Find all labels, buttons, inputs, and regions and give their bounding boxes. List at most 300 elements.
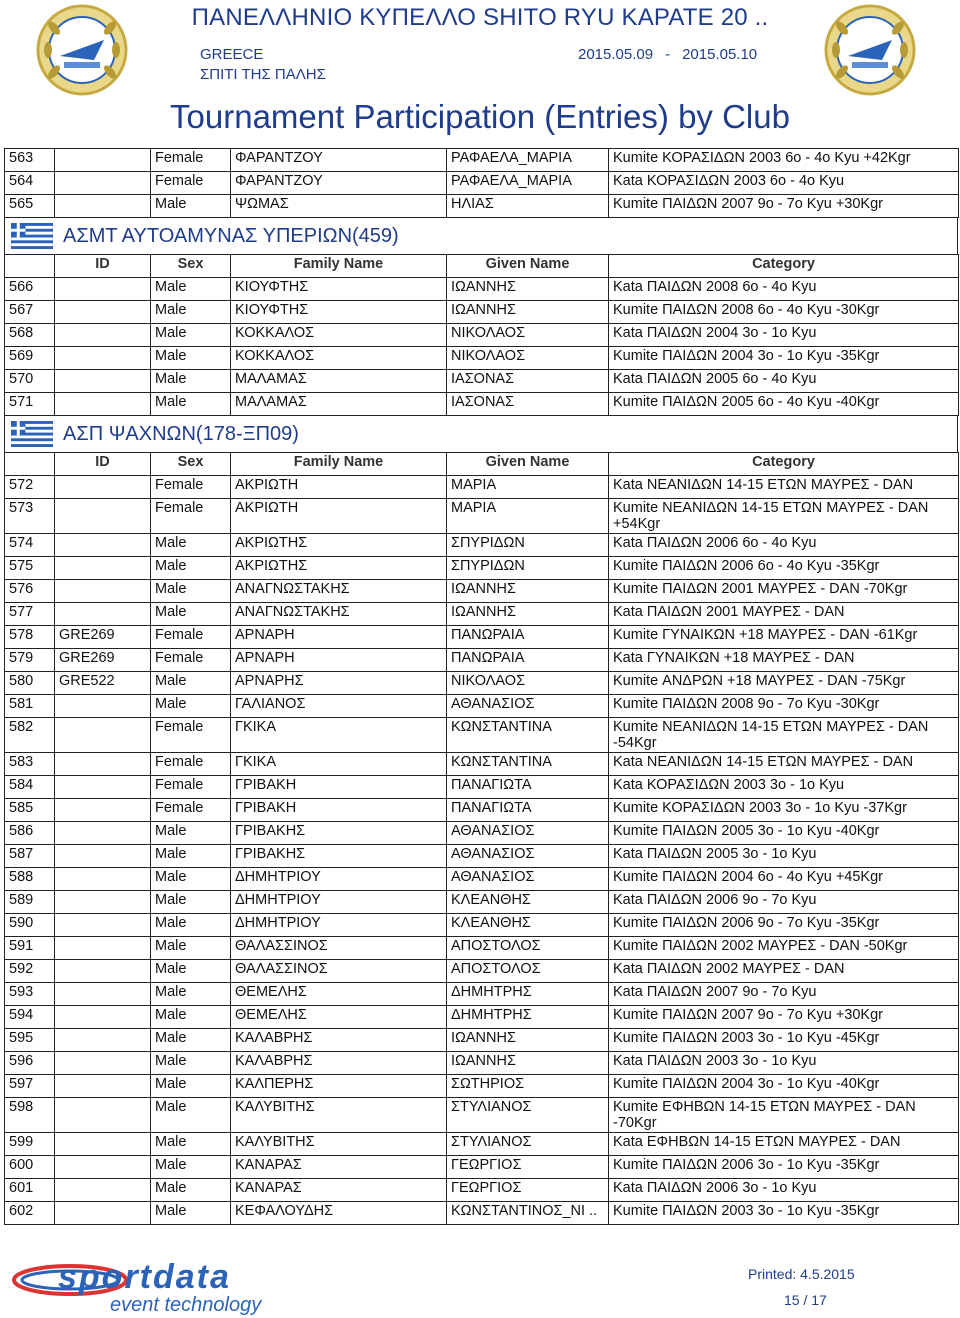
category: Kata ΝΕΑΝΙΔΩΝ 14-15 ΕΤΩΝ ΜΑΥΡΕΣ - DAN [609,476,959,499]
table-row [5,1179,959,1202]
athlete-sex: Male [151,695,231,718]
given-name: ΙΑΣΟΝΑΣ [447,370,609,393]
family-name: ΚΟΚΚΑΛΟΣ [231,324,447,347]
table-row [5,983,959,1006]
athlete-id [55,799,151,822]
family-name: ΘΕΜΕΛΗΣ [231,1006,447,1029]
row-number: 571 [5,393,55,416]
athlete-sex: Male [151,557,231,580]
given-name: ΝΙΚΟΛΑΟΣ [447,672,609,695]
athlete-id [55,324,151,347]
athlete-sex: Male [151,891,231,914]
row-number: 577 [5,603,55,626]
family-name: ΓΡΙΒΑΚΗΣ [231,845,447,868]
athlete-id [55,278,151,301]
tournament-title: ΠΑΝΕΛΛΗΝΙΟ ΚΥΠΕΛΛΟ SHITO RYU ΚΑΡΑΤΕ 20 .. [191,4,769,31]
given-name: ΜΑΡΙΑ [447,499,609,534]
row-number: 587 [5,845,55,868]
athlete-id [55,195,151,218]
row-number: 590 [5,914,55,937]
athlete-sex: Male [151,1133,231,1156]
athlete-id: GRE522 [55,672,151,695]
athlete-id [55,603,151,626]
category: Kata ΠΑΙΔΩΝ 2006 3o - 1o Kyu [609,1179,959,1202]
entries-top-table [4,148,959,218]
athlete-sex: Female [151,476,231,499]
family-name: ΜΑΛΑΜΑΣ [231,393,447,416]
athlete-sex: Male [151,983,231,1006]
given-name: ΣΠΥΡΙΔΩΝ [447,534,609,557]
row-number: 600 [5,1156,55,1179]
table-row [5,672,959,695]
category: Kumite ΠΑΙΔΩΝ 2004 3o - 1o Kyu -40Kgr [609,1075,959,1098]
athlete-id [55,499,151,534]
given-name: ΣΩΤΗΡΙΟΣ [447,1075,609,1098]
given-name: ΙΩΑΝΝΗΣ [447,301,609,324]
table-row [5,557,959,580]
table-row [5,960,959,983]
table-row [5,370,959,393]
family-name: ΚΑΝΑΡΑΣ [231,1156,447,1179]
row-number: 583 [5,753,55,776]
given-name: ΔΗΜΗΤΡΗΣ [447,1006,609,1029]
row-number: 595 [5,1029,55,1052]
family-name: ΚΑΛΑΒΡΗΣ [231,1052,447,1075]
row-number: 591 [5,937,55,960]
athlete-sex: Female [151,799,231,822]
header-sex: Sex [151,453,231,476]
logo-text-top: sportdata [58,1258,231,1296]
athlete-id [55,1029,151,1052]
header-id: ID [55,453,151,476]
family-name: ΚΑΛΥΒΙΤΗΣ [231,1133,447,1156]
athlete-id [55,1006,151,1029]
row-number: 564 [5,172,55,195]
given-name: ΚΛΕΑΝΘΗΣ [447,914,609,937]
athlete-sex: Male [151,580,231,603]
athlete-sex: Male [151,370,231,393]
date-end: 2015.05.10 [682,46,758,63]
athlete-sex: Male [151,914,231,937]
row-number: 572 [5,476,55,499]
table-row [5,499,959,534]
athlete-id [55,1133,151,1156]
athlete-sex: Male [151,324,231,347]
category: Kata ΠΑΙΔΩΝ 2001 ΜΑΥΡΕΣ - DAN [609,603,959,626]
category: Kumite ΠΑΙΔΩΝ 2006 6o - 4o Kyu -35Kgr [609,557,959,580]
given-name: ΚΩΝΣΤΑΝΤΙΝΑ [447,718,609,753]
family-name: ΦΑΡΑΝΤΖΟΥ [231,172,447,195]
country-label: GREECE [200,46,264,63]
sportdata-logo [10,1258,340,1316]
row-number: 567 [5,301,55,324]
row-number: 581 [5,695,55,718]
athlete-id [55,983,151,1006]
given-name: ΑΘΑΝΑΣΙΟΣ [447,845,609,868]
athlete-id [55,891,151,914]
header-category: Category [609,255,959,278]
category: Kumite ΠΑΙΔΩΝ 2006 3o - 1o Kyu -35Kgr [609,1156,959,1179]
athlete-id [55,914,151,937]
athlete-sex: Female [151,626,231,649]
club-header-1 [4,218,958,254]
category: Kumite ΚΟΡΑΣΙΔΩΝ 2003 3o - 1o Kyu -37Kgr [609,799,959,822]
row-number: 586 [5,822,55,845]
athlete-sex: Male [151,278,231,301]
given-name: ΡΑΦΑΕΛΑ_ΜΑΡΙΑ [447,149,609,172]
table-row [5,1006,959,1029]
category: Kata ΠΑΙΔΩΝ 2008 6o - 4o Kyu [609,278,959,301]
row-number: 588 [5,868,55,891]
category: Kata ΝΕΑΝΙΔΩΝ 14-15 ΕΤΩΝ ΜΑΥΡΕΣ - DAN [609,753,959,776]
given-name: ΑΘΑΝΑΣΙΟΣ [447,695,609,718]
family-name: ΑΡΝΑΡΗ [231,649,447,672]
athlete-sex: Female [151,776,231,799]
athlete-sex: Male [151,822,231,845]
header-category: Category [609,453,959,476]
header-index-cell [5,453,55,476]
given-name: ΝΙΚΟΛΑΟΣ [447,324,609,347]
family-name: ΚΙΟΥΦΤΗΣ [231,278,447,301]
category: Kata ΠΑΙΔΩΝ 2002 ΜΑΥΡΕΣ - DAN [609,960,959,983]
table-row [5,278,959,301]
family-name: ΓΚΙΚΑ [231,718,447,753]
athlete-id [55,960,151,983]
family-name: ΦΑΡΑΝΤΖΟΥ [231,149,447,172]
family-name: ΑΡΝΑΡΗ [231,626,447,649]
table-row [5,626,959,649]
given-name: ΚΩΝΣΤΑΝΤΙΝΑ [447,753,609,776]
row-number: 573 [5,499,55,534]
athlete-id [55,753,151,776]
greek-flag-icon [11,223,53,249]
athlete-sex: Male [151,1098,231,1133]
given-name: ΠΑΝΑΓΙΩΤΑ [447,776,609,799]
athlete-sex: Female [151,649,231,672]
row-number: 566 [5,278,55,301]
category: Kata ΠΑΙΔΩΝ 2007 9o - 7o Kyu [609,983,959,1006]
table-row [5,347,959,370]
family-name: ΑΝΑΓΝΩΣΤΑΚΗΣ [231,603,447,626]
column-header-row [5,453,959,476]
given-name: ΠΑΝΩΡΑΙΑ [447,626,609,649]
athlete-id [55,301,151,324]
given-name: ΠΑΝΩΡΑΙΑ [447,649,609,672]
athlete-sex: Male [151,960,231,983]
athlete-sex: Male [151,534,231,557]
category: Kata ΠΑΙΔΩΝ 2006 6o - 4o Kyu [609,534,959,557]
given-name: ΚΩΝΣΤΑΝΤΙΝΟΣ_ΝΙ .. [447,1202,609,1225]
row-number: 585 [5,799,55,822]
page-title: Tournament Participation (Entries) by Club [170,98,790,135]
row-number: 594 [5,1006,55,1029]
row-number: 597 [5,1075,55,1098]
given-name: ΡΑΦΑΕΛΑ_ΜΑΡΙΑ [447,172,609,195]
athlete-sex: Female [151,172,231,195]
date-range [578,46,757,63]
given-name: ΙΩΑΝΝΗΣ [447,603,609,626]
given-name: ΑΘΑΝΑΣΙΟΣ [447,822,609,845]
family-name: ΚΑΛΥΒΙΤΗΣ [231,1098,447,1133]
category: Kata ΓΥΝΑΙΚΩΝ +18 ΜΑΥΡΕΣ - DAN [609,649,959,672]
category: Kumite ΠΑΙΔΩΝ 2008 9o - 7o Kyu -30Kgr [609,695,959,718]
athlete-id [55,347,151,370]
row-number: 569 [5,347,55,370]
given-name: ΑΠΟΣΤΟΛΟΣ [447,937,609,960]
family-name: ΔΗΜΗΤΡΙΟΥ [231,914,447,937]
row-number: 570 [5,370,55,393]
category: Kumite ΠΑΙΔΩΝ 2007 9o - 7o Kyu +30Kgr [609,195,959,218]
category: Kumite ΝΕΑΝΙΔΩΝ 14-15 ΕΤΩΝ ΜΑΥΡΕΣ - DAN +54Kgr [609,499,959,534]
row-number: 580 [5,672,55,695]
athlete-sex: Male [151,1075,231,1098]
club-name: ΑΣΠ ΨΑΧΝΩΝ(178-ΞΠ09) [63,422,299,445]
greek-flag-icon [11,421,53,447]
row-number: 575 [5,557,55,580]
athlete-id [55,822,151,845]
row-number: 602 [5,1202,55,1225]
athlete-id [55,1202,151,1225]
family-name: ΑΚΡΙΩΤΗ [231,476,447,499]
athlete-id [55,1098,151,1133]
given-name: ΣΠΥΡΙΔΩΝ [447,557,609,580]
venue-label: ΣΠΙΤΙ ΤΗΣ ΠΑΛΗΣ [200,66,326,83]
athlete-id [55,695,151,718]
table-row [5,1202,959,1225]
athlete-sex: Male [151,195,231,218]
given-name: ΔΗΜΗΤΡΗΣ [447,983,609,1006]
family-name: ΚΑΝΑΡΑΣ [231,1179,447,1202]
entries-club2-table [4,452,959,1225]
row-number: 601 [5,1179,55,1202]
athlete-id [55,845,151,868]
row-number: 589 [5,891,55,914]
table-row [5,1098,959,1133]
table-row [5,580,959,603]
given-name: ΓΕΩΡΓΙΟΣ [447,1179,609,1202]
row-number: 584 [5,776,55,799]
category: Kata ΠΑΙΔΩΝ 2005 6o - 4o Kyu [609,370,959,393]
table-row [5,695,959,718]
row-number: 565 [5,195,55,218]
athlete-id [55,580,151,603]
table-row [5,534,959,557]
family-name: ΚΕΦΑΛΟΥΔΗΣ [231,1202,447,1225]
category: Kumite ΚΟΡΑΣΙΔΩΝ 2003 6o - 4o Kyu +42Kgr [609,149,959,172]
category: Kumite ΠΑΙΔΩΝ 2005 6o - 4o Kyu -40Kgr [609,393,959,416]
header-family-name: Family Name [231,453,447,476]
table-row [5,1029,959,1052]
table-row [5,1075,959,1098]
category: Kumite ΑΝΔΡΩΝ +18 ΜΑΥΡΕΣ - DAN -75Kgr [609,672,959,695]
header-id: ID [55,255,151,278]
club-header-2 [4,416,958,452]
category: Kata ΠΑΙΔΩΝ 2003 3o - 1o Kyu [609,1052,959,1075]
given-name: ΙΩΑΝΝΗΣ [447,278,609,301]
row-number: 592 [5,960,55,983]
column-header-row [5,255,959,278]
athlete-id: GRE269 [55,649,151,672]
family-name: ΓΑΛΙΑΝΟΣ [231,695,447,718]
athlete-id [55,718,151,753]
family-name: ΑΝΑΓΝΩΣΤΑΚΗΣ [231,580,447,603]
category: Kumite ΠΑΙΔΩΝ 2001 ΜΑΥΡΕΣ - DAN -70Kgr [609,580,959,603]
athlete-id [55,393,151,416]
table-row [5,172,959,195]
given-name: ΗΛΙΑΣ [447,195,609,218]
table-row [5,1052,959,1075]
athlete-sex: Male [151,1179,231,1202]
athlete-id [55,868,151,891]
family-name: ΚΟΚΚΑΛΟΣ [231,347,447,370]
header-given-name: Given Name [447,453,609,476]
given-name: ΝΙΚΟΛΑΟΣ [447,347,609,370]
athlete-id [55,534,151,557]
given-name: ΣΤΥΛΙΑΝΟΣ [447,1133,609,1156]
row-number: 598 [5,1098,55,1133]
table-row [5,301,959,324]
table-row [5,393,959,416]
athlete-sex: Male [151,1006,231,1029]
page-number: 15 / 17 [784,1292,827,1308]
table-row [5,776,959,799]
category: Kumite ΠΑΙΔΩΝ 2003 3o - 1o Kyu -35Kgr [609,1202,959,1225]
table-row [5,195,959,218]
category: Kumite ΓΥΝΑΙΚΩΝ +18 ΜΑΥΡΕΣ - DAN -61Kgr [609,626,959,649]
athlete-sex: Female [151,149,231,172]
table-row [5,149,959,172]
table-row [5,1133,959,1156]
printed-date: Printed: 4.5.2015 [748,1266,855,1282]
table-row [5,845,959,868]
row-number: 593 [5,983,55,1006]
row-number: 599 [5,1133,55,1156]
family-name: ΓΚΙΚΑ [231,753,447,776]
table-row [5,1156,959,1179]
header-sex: Sex [151,255,231,278]
athlete-id: GRE269 [55,626,151,649]
entries-club1-table [4,254,959,416]
family-name: ΜΑΛΑΜΑΣ [231,370,447,393]
category: Kata ΕΦΗΒΩΝ 14-15 ΕΤΩΝ ΜΑΥΡΕΣ - DAN [609,1133,959,1156]
athlete-sex: Male [151,603,231,626]
category: Kumite ΠΑΙΔΩΝ 2005 3o - 1o Kyu -40Kgr [609,822,959,845]
given-name: ΚΛΕΑΝΘΗΣ [447,891,609,914]
family-name: ΚΙΟΥΦΤΗΣ [231,301,447,324]
row-number: 578 [5,626,55,649]
date-start: 2015.05.09 [578,46,654,63]
category: Kumite ΠΑΙΔΩΝ 2002 ΜΑΥΡΕΣ - DAN -50Kgr [609,937,959,960]
athlete-id [55,937,151,960]
category: Kumite ΠΑΙΔΩΝ 2007 9o - 7o Kyu +30Kgr [609,1006,959,1029]
table-row [5,799,959,822]
family-name: ΘΑΛΑΣΣΙΝΟΣ [231,937,447,960]
family-name: ΓΡΙΒΑΚΗ [231,799,447,822]
athlete-sex: Male [151,868,231,891]
given-name: ΑΘΑΝΑΣΙΟΣ [447,868,609,891]
athlete-sex: Male [151,1156,231,1179]
athlete-id [55,557,151,580]
header-index-cell [5,255,55,278]
table-row [5,649,959,672]
athlete-id [55,1156,151,1179]
row-number: 568 [5,324,55,347]
family-name: ΔΗΜΗΤΡΙΟΥ [231,891,447,914]
given-name: ΣΤΥΛΙΑΝΟΣ [447,1098,609,1133]
table-row [5,476,959,499]
row-number: 576 [5,580,55,603]
category: Kumite ΝΕΑΝΙΔΩΝ 14-15 ΕΤΩΝ ΜΑΥΡΕΣ - DAN -54Kgr [609,718,959,753]
category: Kumite ΠΑΙΔΩΝ 2004 6o - 4o Kyu +45Kgr [609,868,959,891]
given-name: ΓΕΩΡΓΙΟΣ [447,1156,609,1179]
family-name: ΑΚΡΙΩΤΗ [231,499,447,534]
category: Kata ΠΑΙΔΩΝ 2005 3o - 1o Kyu [609,845,959,868]
athlete-sex: Male [151,1052,231,1075]
athlete-sex: Male [151,301,231,324]
athlete-sex: Male [151,937,231,960]
athlete-id [55,1075,151,1098]
table-row [5,324,959,347]
category: Kumite ΕΦΗΒΩΝ 14-15 ΕΤΩΝ ΜΑΥΡΕΣ - DAN -70Kgr [609,1098,959,1133]
athlete-id [55,1179,151,1202]
family-name: ΑΡΝΑΡΗΣ [231,672,447,695]
given-name: ΑΠΟΣΤΟΛΟΣ [447,960,609,983]
given-name: ΙΩΑΝΝΗΣ [447,1052,609,1075]
date-separator: - [665,46,671,63]
family-name: ΚΑΛΑΒΡΗΣ [231,1029,447,1052]
athlete-id [55,1052,151,1075]
table-row [5,868,959,891]
category: Kumite ΠΑΙΔΩΝ 2006 9o - 7o Kyu -35Kgr [609,914,959,937]
category: Kata ΚΟΡΑΣΙΔΩΝ 2003 3o - 1o Kyu [609,776,959,799]
row-number: 582 [5,718,55,753]
given-name: ΙΩΑΝΝΗΣ [447,580,609,603]
category: Kata ΚΟΡΑΣΙΔΩΝ 2003 6o - 4o Kyu [609,172,959,195]
family-name: ΑΚΡΙΩΤΗΣ [231,534,447,557]
category: Kumite ΠΑΙΔΩΝ 2003 3o - 1o Kyu -45Kgr [609,1029,959,1052]
row-number: 596 [5,1052,55,1075]
family-name: ΑΚΡΙΩΤΗΣ [231,557,447,580]
header-family-name: Family Name [231,255,447,278]
table-row [5,914,959,937]
table-row [5,603,959,626]
athlete-sex: Male [151,393,231,416]
athlete-id [55,172,151,195]
row-number: 574 [5,534,55,557]
row-number: 563 [5,149,55,172]
table-row [5,822,959,845]
athlete-sex: Female [151,499,231,534]
family-name: ΔΗΜΗΤΡΙΟΥ [231,868,447,891]
row-number: 579 [5,649,55,672]
given-name: ΜΑΡΙΑ [447,476,609,499]
family-name: ΓΡΙΒΑΚΗΣ [231,822,447,845]
athlete-id [55,149,151,172]
given-name: ΠΑΝΑΓΙΩΤΑ [447,799,609,822]
club-name: ΑΣΜΤ ΑΥΤΟΑΜΥΝΑΣ ΥΠΕΡΙΩΝ(459) [63,224,399,247]
table-row [5,891,959,914]
athlete-id [55,370,151,393]
athlete-sex: Male [151,1029,231,1052]
family-name: ΨΩΜΑΣ [231,195,447,218]
category: Kumite ΠΑΙΔΩΝ 2008 6o - 4o Kyu -30Kgr [609,301,959,324]
logo-text-bottom: event technology [110,1294,262,1316]
table-row [5,753,959,776]
table-row [5,937,959,960]
family-name: ΘΕΜΕΛΗΣ [231,983,447,1006]
given-name: ΙΩΑΝΝΗΣ [447,1029,609,1052]
table-row [5,718,959,753]
